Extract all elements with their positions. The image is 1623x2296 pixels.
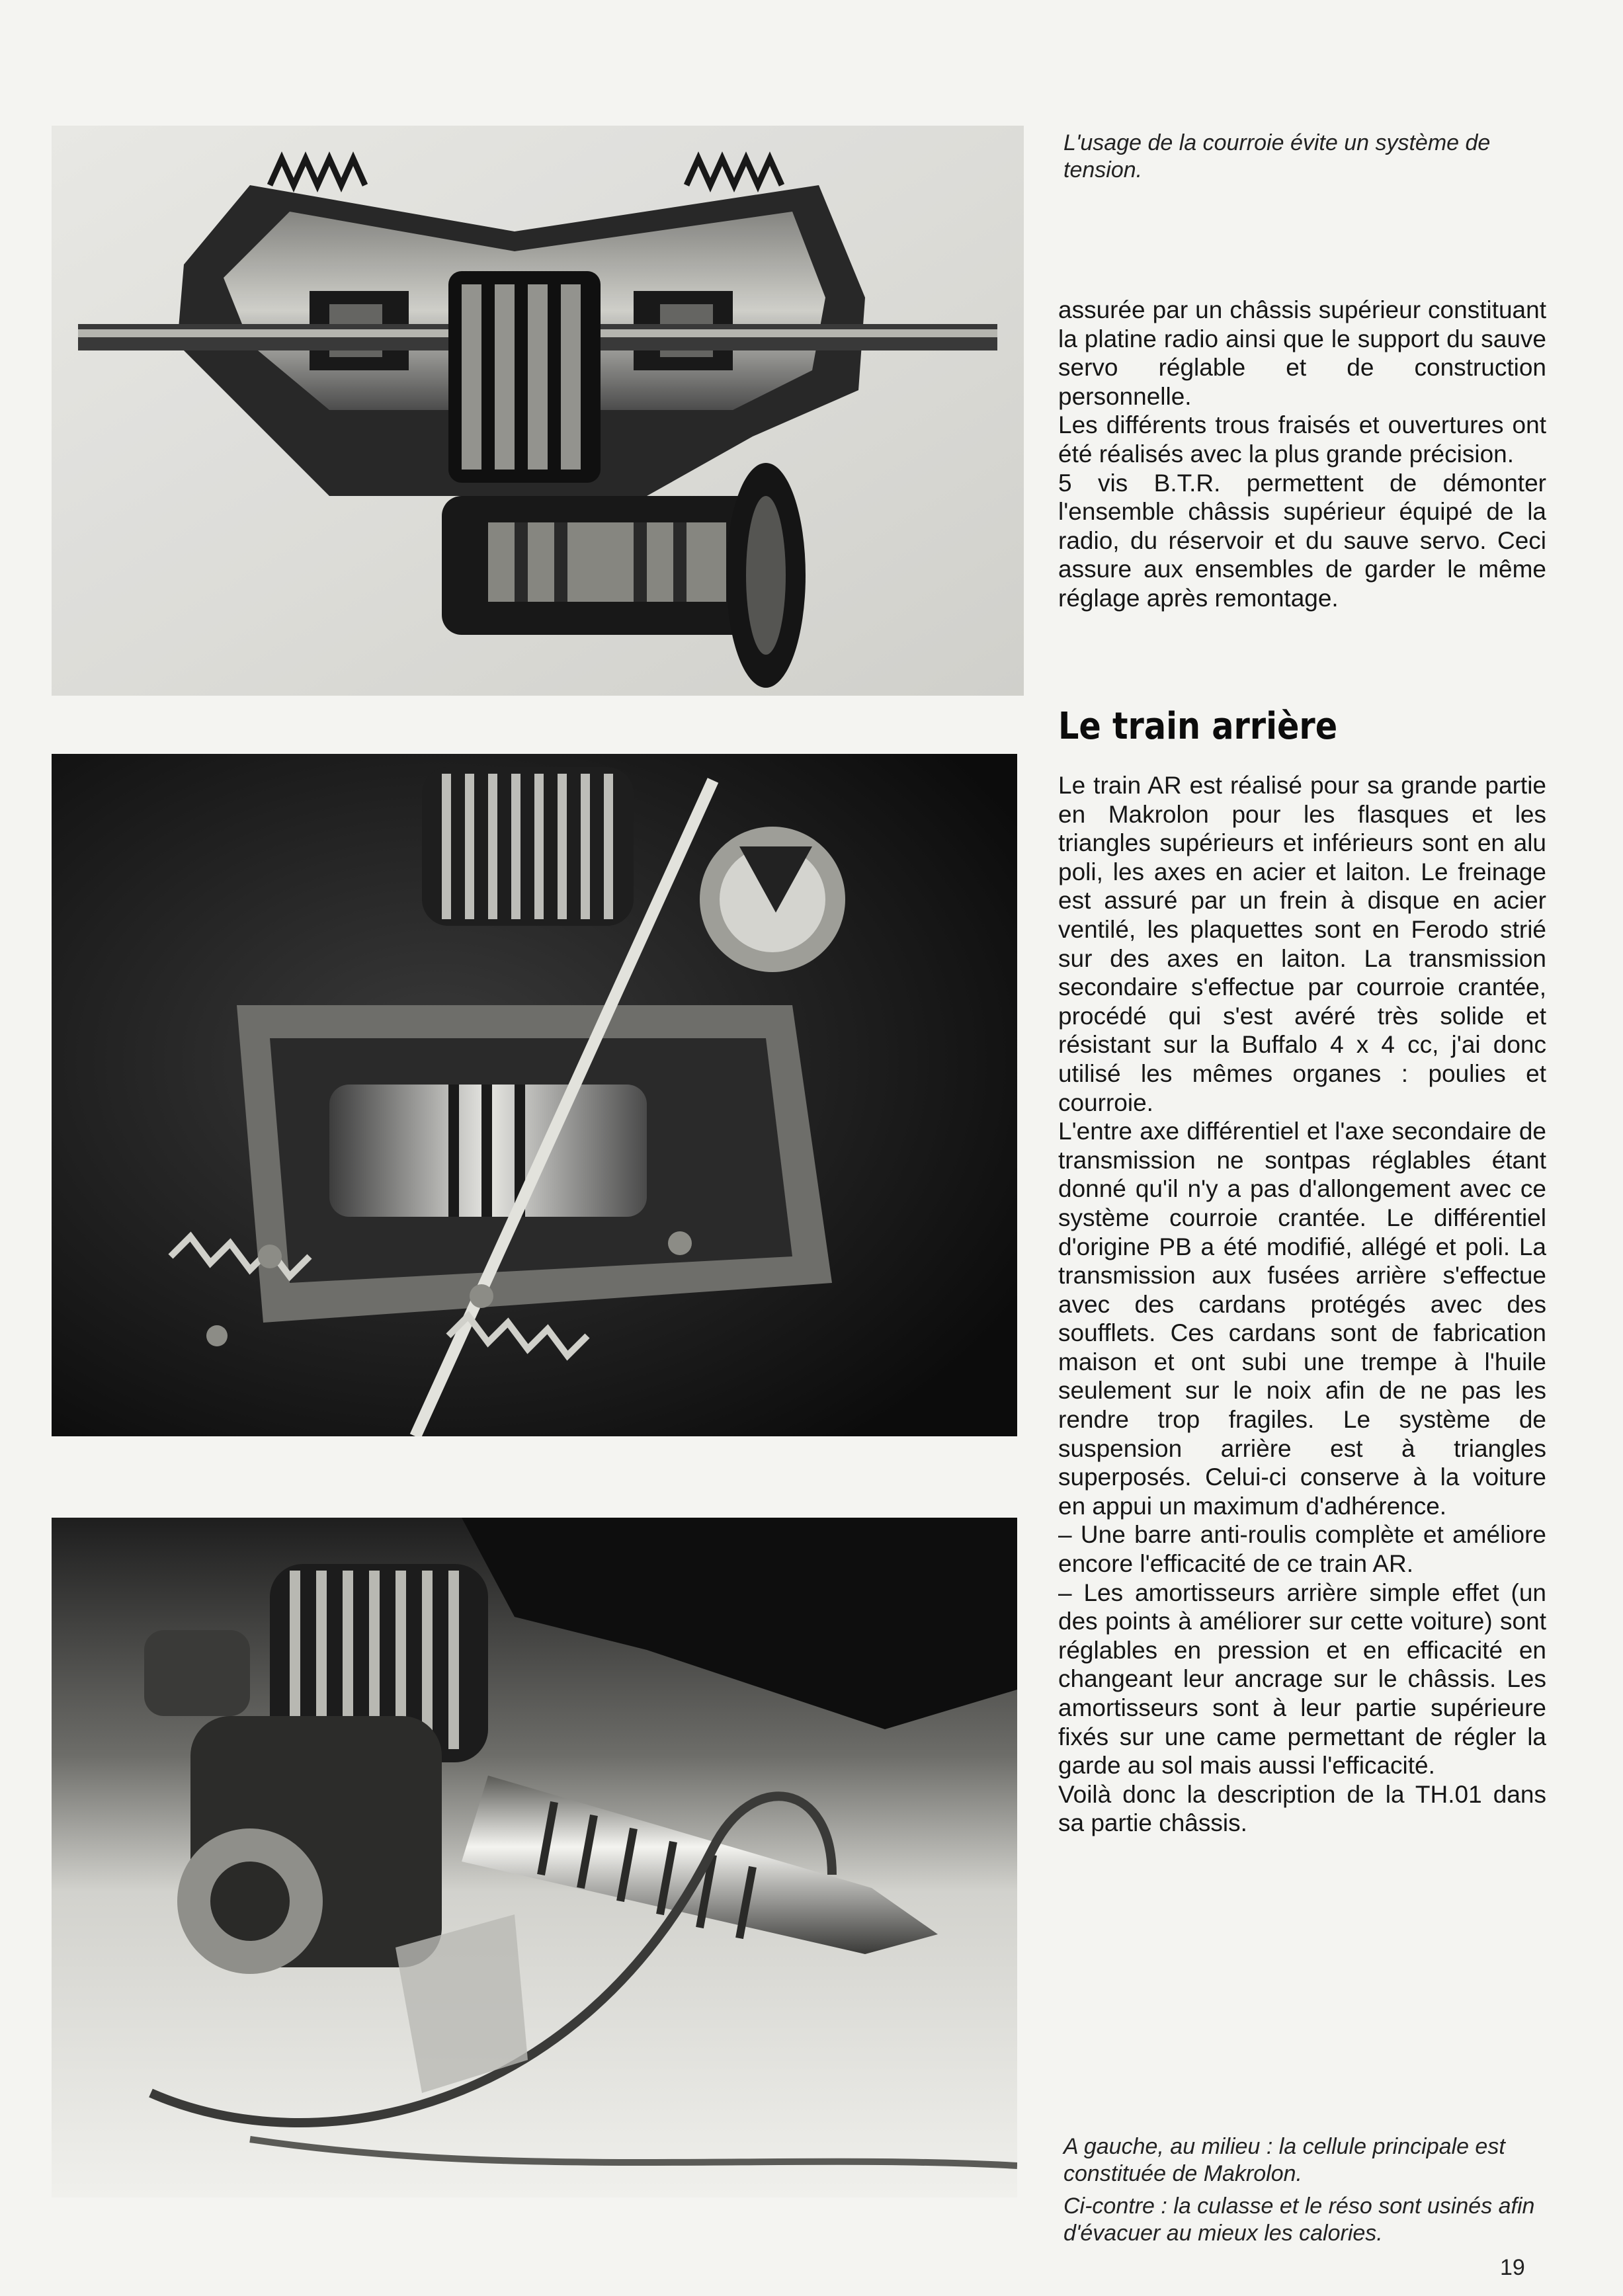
section-paragraph: – Les amortisseurs arrière simple effet (un des points à améliorer sur cette voiture) sont réglables en pression et en efficacité en changeant leur ancrage sur le châssis. Les amortisseurs sont à leur partie supérieure fixés sur une came permettant de régler la garde au sol mais aussi l'efficacité. [1058,1578,1546,1780]
intro-paragraph: 5 vis B.T.R. permettent de démonter l'ensemble châssis supérieur équipé de la radio, du réservoir et du sauve servo. Ceci assure aux ensembles de garder le même réglage après remontage. [1058,469,1546,612]
section-paragraph: L'entre axe différentiel et l'axe secondaire de transmission ne sontpas réglables étant donné qu'il n'y a pas d'allongement avec ce système courroie crantée. Le différentiel d'origine PB a été modifié, allégé et poli. La transmission aux fusées arrière s'effectue avec des cardans protégés avec des soufflets. Ces cardans sont de fabrication maison et ont subi une trempe à l'huile seulement sur le noix afin de ne pas les rendre trop fragiles. Le système de suspension arrière est à triangles superposés. Celui-ci conserve à la voiture en appui un maximum d'adhérence. [1058,1118,1546,1520]
section-paragraph: Voilà donc la description de la TH.01 dans sa partie châssis. [1058,1780,1546,1837]
section-heading: Le train arrière [1058,705,1338,748]
intro-paragraph: Les différents trous fraisés et ouvertures ont été réalisés avec la plus grande précision. [1058,411,1546,468]
intro-text-block [1058,296,1546,613]
chassis-gearbox-photo [52,126,1024,696]
photo-caption-left: A gauche, au milieu : la cellule principale est constituée de Makrolon. [1063,2134,1505,2186]
page-number: 19 [1500,2255,1525,2280]
intro-paragraph: assurée par un châssis supérieur constituant la platine radio ainsi que le support du sauve servo réglable et de construction personnelle. [1058,296,1546,410]
section-paragraph: Le train AR est réalisé pour sa grande partie en Makrolon pour les flasques et les triangles supérieurs et inférieurs sont en alu poli, les axes en acier et laiton. Le freinage est assuré par un frein à disque en acier ventilé, les plaquettes sont en Ferodo strié sur des axes en laiton. La transmission secondaire s'effectue par courroie crantée, procédé qui s'est avéré très solide et résistant sur la Buffalo 4 x 4 cc, j'ai donc utilisé les mêmes organes : poulies et courroie. [1058,772,1546,1116]
photo-caption-right: Ci-contre : la culasse et le réso sont usinés afin d'évacuer au mieux les calories. [1063,2194,1535,2246]
engine-chassis-photo [52,754,1017,1436]
section-paragraph: – Une barre anti-roulis complète et améliore encore l'efficacité de ce train AR. [1058,1521,1546,1578]
photo-caption-top: L'usage de la courroie évite un système de tension. [1063,130,1491,183]
engine-resonator-photo [52,1518,1017,2197]
section-text-block [1058,771,1546,1838]
